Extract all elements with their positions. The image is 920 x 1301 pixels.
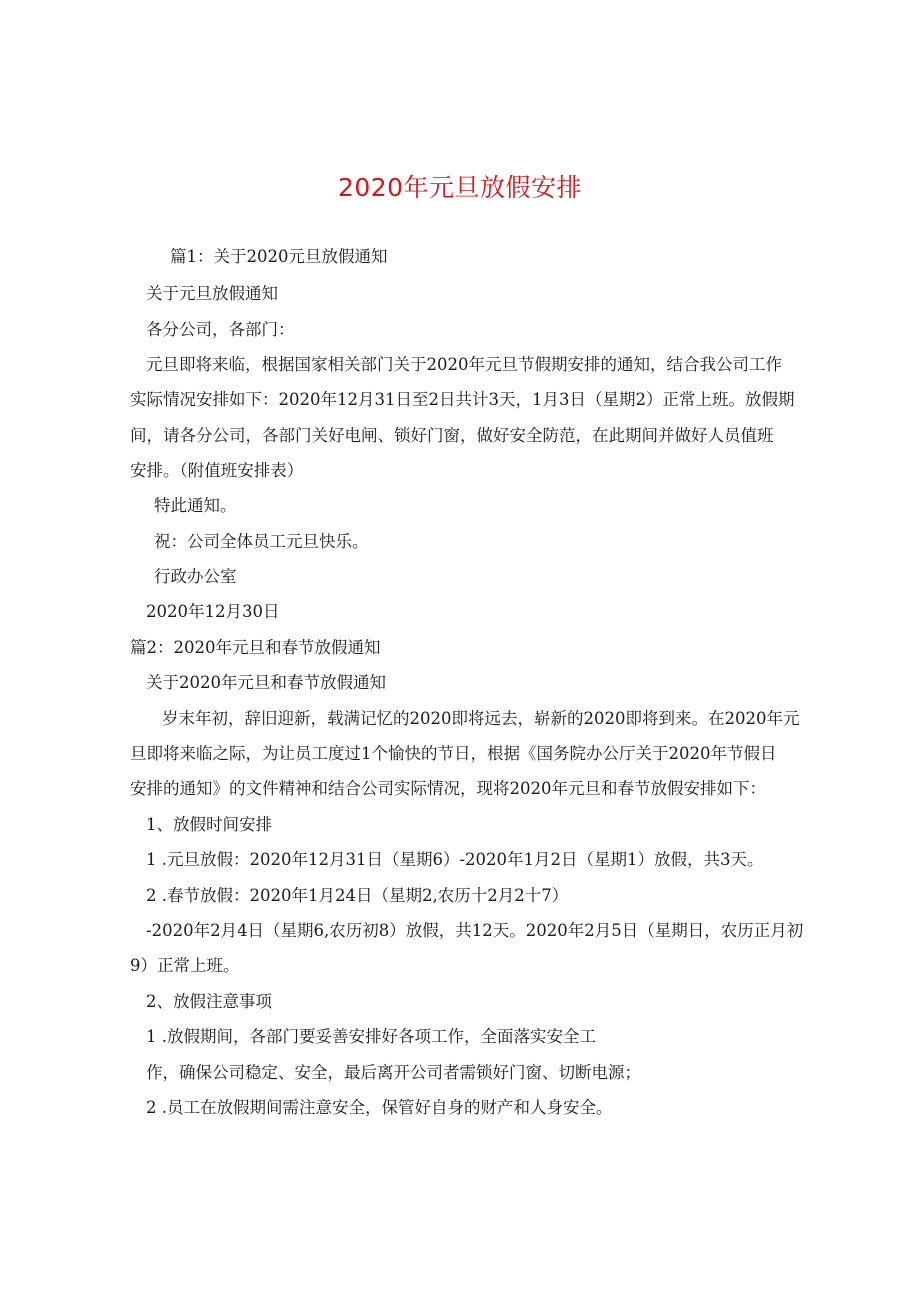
- list-item: 2 .员工在放假期间需注意安全，保管好自身的财产和人身安全。: [146, 1098, 613, 1117]
- salutation: 各分公司，各部门：: [146, 320, 295, 339]
- paragraph-line: 间，请各分公司，各部门关好电闸、锁好门窗，做好安全防范，在此期间并做好人员值班: [130, 426, 774, 445]
- list-item-continued: 9）正常上班。: [130, 956, 240, 975]
- paragraph-line: 元旦即将来临，根据国家相关部门关于2020年元旦节假期安排的通知，结合我公司工作: [146, 355, 782, 374]
- list-heading: 1、放假时间安排: [146, 815, 272, 834]
- section-heading-1: 篇1：关于2020元旦放假通知: [170, 247, 388, 266]
- paragraph-line: 旦即将来临之际，为让员工度过1个愉快的节日，根据《国务院办公厅关于2020年节假日: [130, 744, 777, 763]
- paragraph-line: 安排的通知》的文件精神和结合公司实际情况，现将2020年元旦和春节放假安排如下：: [130, 779, 766, 798]
- closing-line: 特此通知。: [154, 496, 237, 515]
- signature-dept: 行政办公室: [154, 567, 237, 586]
- greeting-line: 祝：公司全体员工元旦快乐。: [154, 532, 369, 551]
- paragraph-line: 安排。（附值班安排表）: [130, 461, 304, 480]
- list-item-continued: 作，确保公司稳定、安全，最后离开公司者需锁好门窗、切断电源；: [146, 1063, 641, 1082]
- paragraph-line: 实际情况安排如下：2020年12月31日至2日共计3天，1月3日（星期2）正常上班。放假期: [130, 390, 795, 409]
- document-title: 2020年元旦放假安排: [337, 173, 583, 202]
- list-item: 1 .放假期间，各部门要妥善安排好各项工作，全面落实安全工: [146, 1027, 596, 1046]
- signature-date: 2020年12月30日: [146, 602, 280, 621]
- notice-title-2: 关于2020年元旦和春节放假通知: [146, 673, 386, 692]
- list-item-continued: -2020年2月4日（星期6,农历初8）放假，共12天。2020年2月5日（星期日，农历正月初: [146, 921, 804, 940]
- list-heading: 2、放假注意事项: [146, 992, 272, 1011]
- paragraph-line: 岁末年初，辞旧迎新，载满记忆的2020即将远去，崭新的2020即将到来。在2020年元: [162, 709, 800, 728]
- section-heading-2: 篇2：2020年元旦和春节放假通知: [130, 638, 381, 657]
- list-item: 1 .元旦放假：2020年12月31日（星期6）-2020年1月2日（星期1）放假，共3天。: [146, 850, 764, 869]
- notice-title-1: 关于元旦放假通知: [146, 284, 278, 303]
- list-item: 2 .春节放假：2020年1月24日（星期2,农历十2月2十7）: [146, 886, 569, 905]
